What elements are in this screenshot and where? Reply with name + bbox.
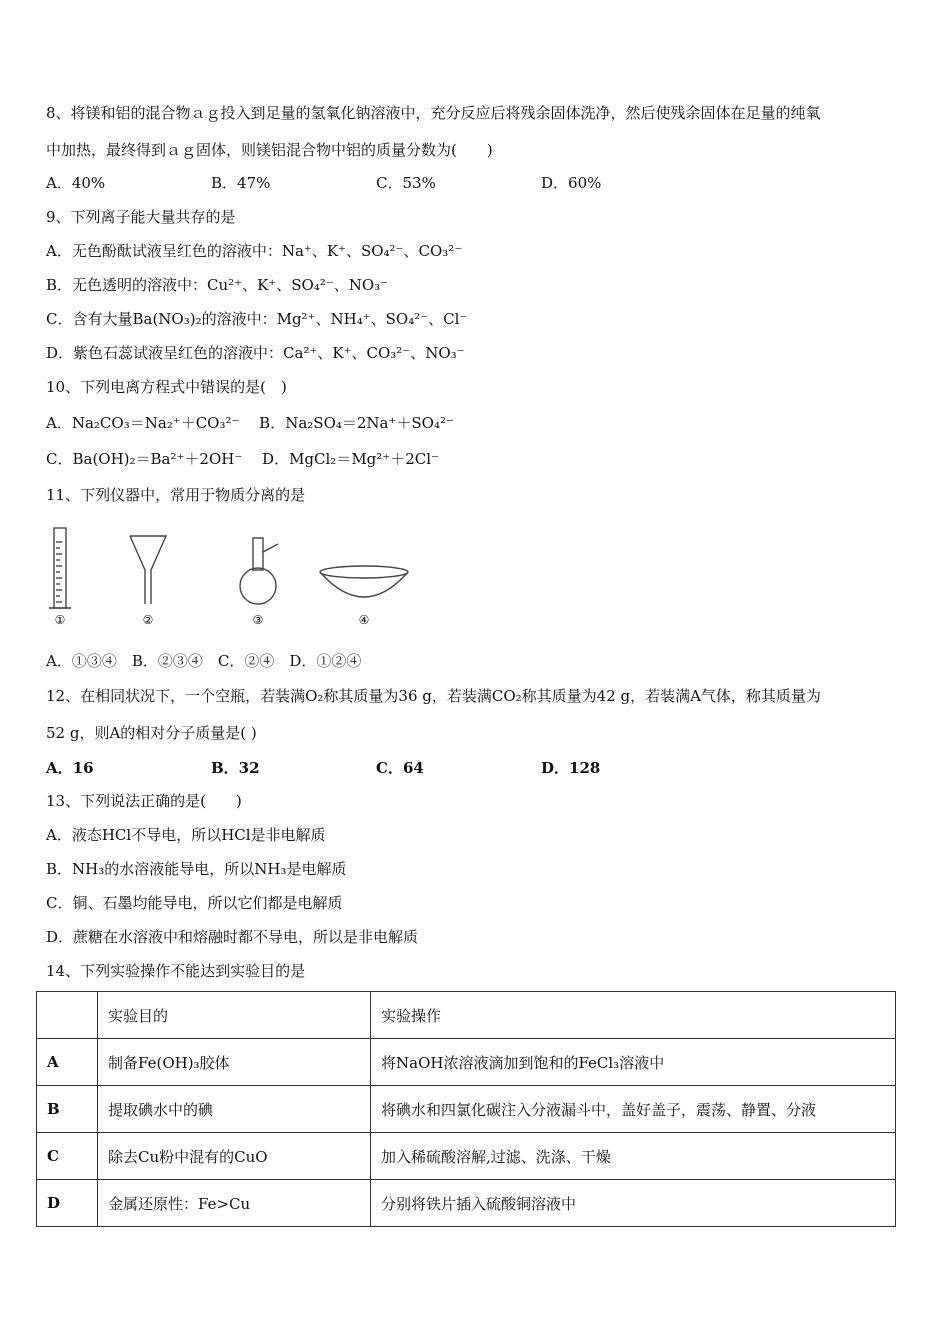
- q8-option-a: A．40%: [46, 174, 106, 192]
- figure-label-1: ①: [54, 613, 66, 627]
- table-cell: 金属还原性：Fe>Cu: [98, 1180, 371, 1227]
- figure-label-3: ③: [252, 613, 264, 627]
- q11-apparatus-figure: [46, 522, 426, 632]
- q8-options: [46, 173, 606, 193]
- q8-option-b: B．47%: [211, 174, 271, 192]
- q13-option-d: D．蔗糖在水溶液中和熔融时都不导电，所以是非电解质: [46, 928, 419, 946]
- q10-stem: 10、下列电离方程式中错误的是( ): [46, 378, 287, 396]
- figure-label-4: ④: [358, 613, 370, 627]
- q12-line2: 52 g，则A的相对分子质量是( ): [46, 724, 257, 742]
- table-cell: D: [37, 1180, 98, 1227]
- q13-option-a: A．液态HCl不导电，所以HCl是非电解质: [46, 826, 326, 844]
- q12-line1: 12、在相同状况下，一个空瓶，若装满O₂称其质量为36 g，若装满CO₂称其质量为42 g，若装满A气体，称其质量为: [46, 687, 821, 705]
- q12-option-d: D．128: [541, 759, 601, 777]
- table-header-cell: [37, 992, 98, 1039]
- q14-table: [36, 991, 896, 1227]
- table-cell: 加入稀硫酸溶解,过滤、洗涤、干燥: [371, 1133, 896, 1180]
- q12-options: [46, 758, 606, 778]
- table-row: [37, 1133, 896, 1180]
- funnel-icon: [130, 536, 166, 604]
- q9-option-a: A．无色酚酞试液呈红色的溶液中：Na⁺、K⁺、SO₄²⁻、CO₃²⁻: [46, 242, 463, 260]
- q9-option-d: D．紫色石蕊试液呈红色的溶液中：Ca²⁺、K⁺、CO₃²⁻、NO₃⁻: [46, 344, 465, 362]
- q8-line2: 中加热，最终得到ａｇ固体，则镁铝混合物中铝的质量分数为( ): [46, 141, 493, 159]
- q12-option-b: B．32: [211, 759, 260, 777]
- q8-line1: 8、将镁和铝的混合物ａｇ投入到足量的氢氧化钠溶液中，充分反应后将残余固体洗净，然后使残余固体在足量的纯氧: [46, 104, 821, 122]
- q8-option-c: C．53%: [376, 174, 436, 192]
- q12-option-c: C．64: [376, 759, 424, 777]
- table-header-cell: 实验操作: [371, 992, 896, 1039]
- table-row: [37, 1086, 896, 1133]
- table-cell: 提取碘水中的碘: [98, 1086, 371, 1133]
- table-cell: 将碘水和四氯化碳注入分液漏斗中，盖好盖子，震荡、静置、分液: [371, 1086, 896, 1133]
- table-cell: A: [37, 1039, 98, 1086]
- table-cell: C: [37, 1133, 98, 1180]
- table-cell: 制备Fe(OH)₃胶体: [98, 1039, 371, 1086]
- figure-label-2: ②: [142, 613, 154, 627]
- table-row: [37, 1039, 896, 1086]
- q11-options: A．①③④ B．②③④ C．②④ D．①②④: [46, 652, 362, 670]
- q8-option-d: D．60%: [541, 174, 602, 192]
- distillation-flask-icon: [240, 538, 278, 604]
- evaporating-dish-icon: [320, 566, 408, 597]
- q9-stem: 9、下列离子能大量共存的是: [46, 208, 236, 226]
- q11-stem: 11、下列仪器中，常用于物质分离的是: [46, 486, 306, 504]
- q12-option-a: A．16: [46, 759, 94, 777]
- table-cell: 将NaOH浓溶液滴加到饱和的FeCl₃溶液中: [371, 1039, 896, 1086]
- q14-stem: 14、下列实验操作不能达到实验目的是: [46, 962, 306, 980]
- table-cell: B: [37, 1086, 98, 1133]
- table-row: [37, 1180, 896, 1227]
- q9-option-b: B．无色透明的溶液中：Cu²⁺、K⁺、SO₄²⁻、NO₃⁻: [46, 276, 389, 294]
- table-header-row: [37, 992, 896, 1039]
- table-cell: 除去Cu粉中混有的CuO: [98, 1133, 371, 1180]
- q9-option-c: C．含有大量Ba(NO₃)₂的溶液中：Mg²⁺、NH₄⁺、SO₄²⁻、Cl⁻: [46, 310, 468, 328]
- q10-options-ab: A．Na₂CO₃＝Na₂⁺＋CO₃²⁻ B．Na₂SO₄＝2Na⁺＋SO₄²⁻: [46, 414, 454, 432]
- q13-option-c: C．铜、石墨均能导电，所以它们都是电解质: [46, 894, 343, 912]
- q10-options-cd: C．Ba(OH)₂＝Ba²⁺＋2OH⁻ D．MgCl₂＝Mg²⁺＋2Cl⁻: [46, 450, 439, 468]
- graduated-cylinder-icon: [49, 528, 71, 608]
- q13-stem: 13、下列说法正确的是( ): [46, 792, 242, 810]
- table-cell: 分别将铁片插入硫酸铜溶液中: [371, 1180, 896, 1227]
- table-header-cell: 实验目的: [98, 992, 371, 1039]
- q13-option-b: B．NH₃的水溶液能导电，所以NH₃是电解质: [46, 860, 347, 878]
